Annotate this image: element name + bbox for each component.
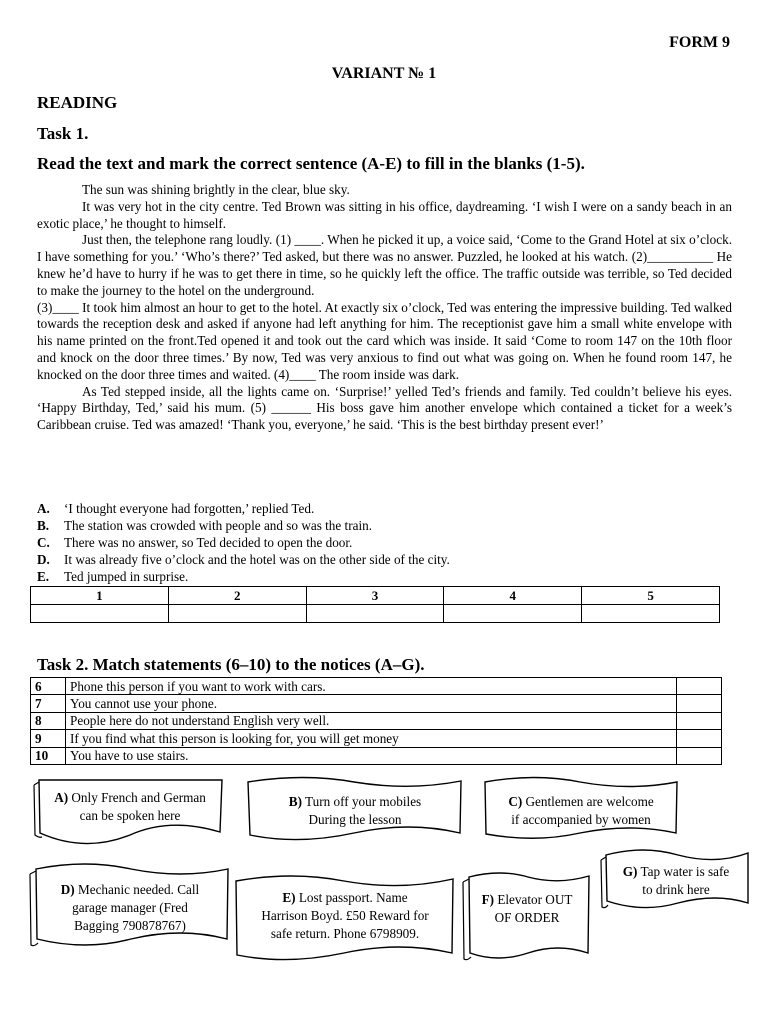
answer-header-cell: 3	[306, 587, 444, 605]
statement-number: 7	[31, 695, 66, 712]
notice-text: Bagging 790878767)	[74, 918, 186, 933]
notice-letter: E)	[282, 890, 296, 905]
task1-answer-table	[30, 586, 720, 623]
answer-header-cell: 2	[168, 587, 306, 605]
answer-input-row	[31, 605, 720, 623]
story-text	[37, 182, 732, 434]
answer-cell[interactable]	[306, 605, 444, 623]
option-text: The station was crowded with people and so was the train.	[64, 518, 372, 533]
story-paragraph: The sun was shining brightly in the clear, blue sky.	[82, 182, 350, 197]
notice-d	[26, 857, 234, 957]
story-paragraph: (3)____ It took him almost an hour to get to the hotel. At exactly six o’clock, Ted was entering the impressive building. Ted walked towards the reception desk and asked if anyone had left anything for him. The receptionist gave him a small white envelope with his name printed on the front.Ted opened it and took out the card which was inside. It said ‘Come to room 147 on the 10th floor and knock on the door three times.’ By now, Ted was very anxious to find out what was going on. When he found room 147, he knocked on the door three times and waited. (4)____ The room inside was dark.	[37, 299, 732, 382]
notice-text: Only French and German	[68, 790, 206, 805]
notice-text: safe return. Phone 6798909.	[270, 926, 420, 941]
notice-text: Harrison Boyd. £50 Reward for	[261, 908, 429, 923]
option-text: Ted jumped in surprise.	[64, 569, 189, 584]
statement-answer-cell[interactable]	[677, 730, 722, 747]
option-b	[37, 517, 732, 534]
answer-header-cell: 5	[582, 587, 720, 605]
notice-text: OF ORDER	[494, 910, 560, 925]
notice-c	[480, 773, 682, 843]
statement-answer-cell[interactable]	[677, 695, 722, 712]
statement-row	[31, 695, 722, 712]
task2-title: Task 2. Match statements (6–10) to the notices (A–G).	[37, 655, 425, 674]
option-letter: E.	[37, 569, 50, 584]
notice-b	[244, 773, 466, 845]
statement-number: 10	[31, 747, 66, 764]
statement-answer-cell[interactable]	[677, 712, 722, 729]
statement-text: You have to use stairs.	[66, 747, 677, 764]
notice-letter: G)	[622, 864, 638, 879]
answer-header-cell: 4	[444, 587, 582, 605]
notice-text: Tap water is safe	[637, 864, 730, 879]
form-label: FORM 9	[669, 34, 730, 51]
option-c	[37, 534, 732, 551]
notice-text: Mechanic needed. Call	[74, 882, 200, 897]
notice-text: to drink here	[642, 882, 710, 897]
statement-text: If you find what this person is looking for, you will get money	[66, 730, 677, 747]
notice-text: if accompanied by women	[511, 812, 651, 827]
option-letter: A.	[37, 501, 50, 516]
answer-cell[interactable]	[31, 605, 169, 623]
option-letter: B.	[37, 518, 50, 533]
statement-number: 9	[31, 730, 66, 747]
statement-answer-cell[interactable]	[677, 678, 722, 695]
option-text: There was no answer, so Ted decided to open the door.	[64, 535, 353, 550]
statement-number: 8	[31, 712, 66, 729]
notice-text: Turn off your mobiles	[301, 794, 422, 809]
answer-cell[interactable]	[444, 605, 582, 623]
statement-row	[31, 747, 722, 764]
notice-text: Elevator OUT	[494, 892, 573, 907]
notice-letter: B)	[288, 794, 302, 809]
option-text: It was already five o’clock and the hotel was on the other side of the city.	[64, 552, 450, 567]
statement-row	[31, 712, 722, 729]
statement-number: 6	[31, 678, 66, 695]
notice-e	[232, 867, 458, 973]
story-paragraph: Just then, the telephone rang loudly. (1) ____. When he picked it up, a voice said, ‘Come to the Grand Hotel at six o’clock. I have something for you.’ ‘Who’s there?’ Ted asked, but there was no answer. Puzzled, he looked at his watch. (2)__________ He knew he’d have to hurry if he was to get there in time, so he quickly left the office. The traffic outside was terrible, so Ted decided to make the journey to the hotel on the underground.	[37, 232, 732, 298]
story-paragraph: As Ted stepped inside, all the lights came on. ‘Surprise!’ yelled Ted’s friends and family. Ted couldn’t believe his eyes. ‘Happy Birthday, Ted,’ said his mum. (5) ______ His boss gave him another envelope which contained a ticket for a week’s Caribbean cruise. Ted was amazed! ‘Thank you, everyone,’ he said. ‘This is the best birthday present ever!’	[37, 383, 732, 433]
notice-text: can be spoken here	[79, 808, 181, 823]
notice-text: Gentlemen are welcome	[522, 794, 654, 809]
notice-a	[30, 777, 230, 849]
notice-letter: F)	[481, 892, 495, 907]
option-d	[37, 551, 732, 568]
notice-letter: A)	[54, 790, 69, 805]
notice-text: Lost passport. Name	[295, 890, 408, 905]
statement-row	[31, 678, 722, 695]
answer-cell[interactable]	[168, 605, 306, 623]
notice-letter: C)	[508, 794, 523, 809]
variant-title: VARIANT № 1	[331, 65, 437, 82]
notice-letter: D)	[60, 882, 75, 897]
notice-g	[598, 843, 754, 919]
statement-text: People here do not understand English very well.	[66, 712, 677, 729]
notice-text: garage manager (Fred	[72, 900, 188, 915]
option-e	[37, 568, 732, 585]
option-text: ‘I thought everyone had forgotten,’ replied Ted.	[64, 501, 315, 516]
option-letter: C.	[37, 535, 50, 550]
statement-row	[31, 730, 722, 747]
answer-header-row	[31, 587, 720, 605]
section-heading: READING	[37, 93, 118, 112]
notice-text: During the lesson	[308, 812, 402, 827]
story-paragraph: It was very hot in the city centre. Ted Brown was sitting in his office, daydreaming. ‘I wish I were on a sandy beach in an exotic place,’ he thought to himself.	[37, 198, 732, 231]
option-letter: D.	[37, 552, 50, 567]
notice-f	[460, 867, 594, 969]
answer-options	[37, 500, 732, 585]
statement-answer-cell[interactable]	[677, 747, 722, 764]
task1-instruction: Read the text and mark the correct sentence (A-E) to fill in the blanks (1-5).	[37, 154, 585, 173]
task1-title: Task 1.	[37, 124, 89, 143]
option-a	[37, 500, 732, 517]
statement-text: Phone this person if you want to work with cars.	[66, 678, 677, 695]
statement-text: You cannot use your phone.	[66, 695, 677, 712]
answer-cell[interactable]	[582, 605, 720, 623]
task2-statement-table	[30, 677, 722, 765]
answer-header-cell: 1	[31, 587, 169, 605]
